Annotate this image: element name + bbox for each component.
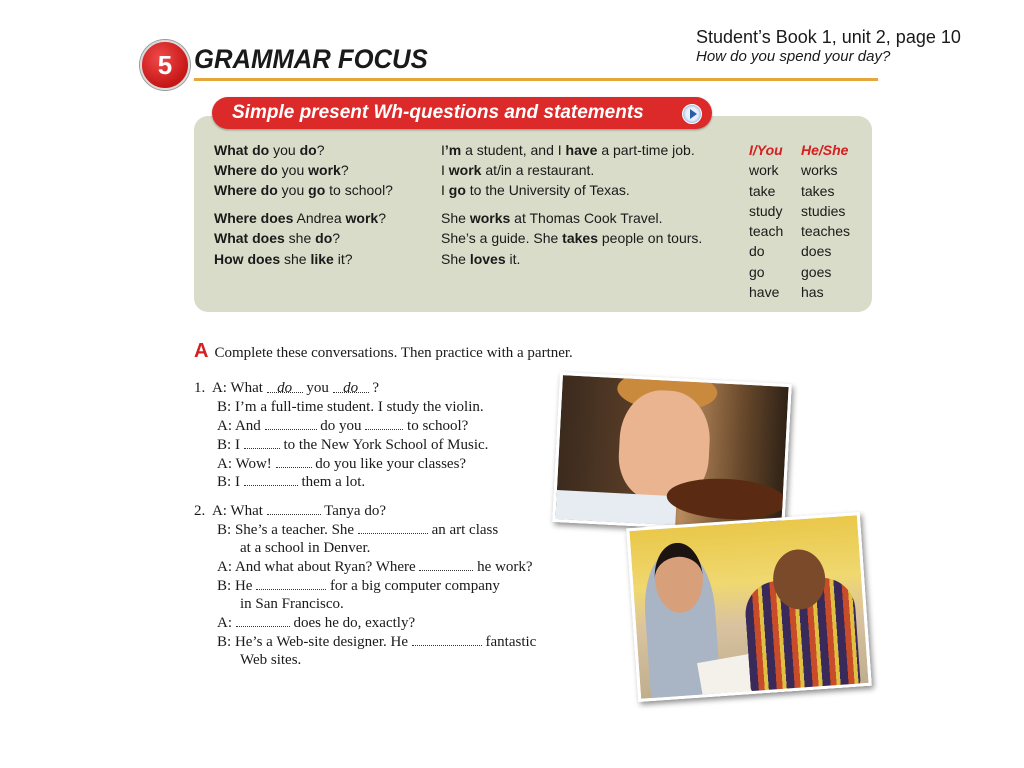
exercise-instruction <box>194 340 573 363</box>
conv1-line2 <box>217 398 484 417</box>
text-segment: work <box>448 162 482 178</box>
text-segment: at/in a restaurant. <box>481 162 595 178</box>
text-segment: She <box>441 251 470 267</box>
text-segment: go <box>308 182 326 198</box>
exercise-letter: A <box>194 340 209 362</box>
verb-column-header: He/She <box>801 142 849 158</box>
conv2-line4 <box>217 557 533 577</box>
text-segment: go <box>448 182 466 198</box>
line-text: And <box>234 418 261 434</box>
text-segment: do <box>252 142 270 158</box>
verb-form: takes <box>801 182 835 199</box>
line-text: them a lot. <box>301 474 366 490</box>
speaker-label: B: <box>217 474 232 490</box>
text-segment: ? <box>332 230 341 246</box>
line-text: fantastic <box>485 634 537 650</box>
line-text: an art class <box>431 522 499 538</box>
text-segment: ? <box>316 142 325 158</box>
text-segment: people on tours. <box>597 230 703 246</box>
grammar-answer <box>441 140 695 160</box>
text-segment: she <box>280 251 311 267</box>
text-segment: works <box>469 210 511 226</box>
line-text: does he do, exactly? <box>293 615 416 631</box>
verb-form: study <box>749 202 783 219</box>
line-text: he work? <box>477 559 533 575</box>
blank-answer: do <box>343 380 359 396</box>
text-segment: you <box>277 182 309 198</box>
verb-form: works <box>801 162 838 179</box>
grammar-answer <box>441 249 520 269</box>
speaker-label: B: <box>217 578 232 594</box>
text-segment: Where do <box>214 182 278 198</box>
verb-form: goes <box>801 263 832 280</box>
line-text: do you like your classes? <box>315 456 467 472</box>
text-segment: a student, and I <box>461 142 566 158</box>
text-segment: like <box>310 251 334 267</box>
grammar-question <box>214 228 340 248</box>
conv2-line9 <box>240 651 301 670</box>
text-segment: it? <box>333 251 353 267</box>
verb-column-header: I/You <box>749 142 783 158</box>
speaker-label: B: <box>217 634 232 650</box>
speaker-label: A: <box>217 418 232 434</box>
blank-field[interactable] <box>244 435 280 449</box>
conv2-number: 2. <box>194 503 206 519</box>
line-text: What <box>230 380 263 396</box>
text-segment: I <box>441 182 449 198</box>
grammar-question <box>214 180 393 200</box>
source-topic: How do you spend your day? <box>696 48 891 65</box>
text-segment: do <box>315 230 333 246</box>
verb-form: has <box>801 284 824 301</box>
verb-form: studies <box>801 202 846 219</box>
play-audio-icon[interactable] <box>682 104 702 124</box>
grammar-question <box>214 140 324 160</box>
blank-field[interactable] <box>265 416 317 430</box>
line-text: Wow! <box>235 456 272 472</box>
verb-form: do <box>749 243 765 260</box>
line-text: I’m a full-time student. I study the violin. <box>234 399 484 415</box>
conv1-line4 <box>217 435 488 455</box>
speaker-label: B: <box>217 437 232 453</box>
line-text: do you <box>320 418 362 434</box>
text-segment: you <box>269 142 300 158</box>
source-reference <box>696 26 961 66</box>
section-number-badge: 5 <box>140 40 190 90</box>
grammar-subtitle-banner <box>212 97 712 129</box>
text-segment: Where do <box>214 162 278 178</box>
line-text: you <box>306 380 329 396</box>
blank-field[interactable] <box>365 416 403 430</box>
blank-field[interactable] <box>358 520 428 534</box>
text-segment: Where does <box>214 210 294 226</box>
text-segment: work <box>308 162 341 178</box>
text-segment: How does <box>214 251 281 267</box>
blank-field[interactable] <box>333 379 369 396</box>
source-book: Student’s Book 1, unit 2, page 10 <box>696 27 961 47</box>
line-text: He <box>234 578 253 594</box>
text-segment: I <box>441 142 445 158</box>
verb-form: take <box>749 182 776 199</box>
line-text: What <box>230 503 263 519</box>
blank-field[interactable] <box>412 632 482 646</box>
speaker-label: A: <box>217 559 232 575</box>
blank-answer: do <box>277 380 293 396</box>
text-segment: What does <box>214 230 285 246</box>
text-segment: ’m <box>444 142 462 158</box>
text-segment: ? <box>340 162 349 178</box>
speaker-label: A: <box>217 615 232 631</box>
blank-field[interactable] <box>419 557 473 571</box>
blank-field[interactable] <box>236 613 290 627</box>
text-segment: at Thomas Cook Travel. <box>510 210 663 226</box>
text-segment: loves <box>469 251 506 267</box>
text-segment: takes <box>562 230 598 246</box>
text-segment: you <box>277 162 309 178</box>
verb-form: does <box>801 243 832 260</box>
text-segment: I <box>441 162 449 178</box>
photo-boy-violin <box>552 372 792 534</box>
speaker-label: B: <box>217 522 232 538</box>
grammar-answer <box>441 160 594 180</box>
exercise-instruction-text: Complete these conversations. Then practice with a partner. <box>214 345 573 361</box>
text-segment: What <box>214 142 253 158</box>
verb-form: have <box>749 284 780 301</box>
text-segment: it. <box>505 251 521 267</box>
conv2-line3 <box>240 539 370 558</box>
text-segment: ? <box>378 210 386 226</box>
conv2-line7 <box>217 613 415 633</box>
photo-teacher-student <box>626 512 872 702</box>
conv1-line3 <box>217 416 468 436</box>
line-text: for a big computer company <box>329 578 500 594</box>
line-text: at a school in Denver. <box>240 540 371 556</box>
speaker-label: A: <box>211 380 227 396</box>
conv2-line1 <box>194 501 386 521</box>
grammar-question <box>214 160 349 180</box>
grammar-question <box>214 249 353 269</box>
text-segment: She <box>441 210 470 226</box>
verb-form: teach <box>749 223 784 240</box>
conv1-line5 <box>217 454 466 474</box>
text-segment: to the University of Texas. <box>465 182 630 198</box>
speaker-label: B: <box>217 399 232 415</box>
line-text: ? <box>372 380 380 396</box>
blank-field[interactable] <box>267 501 321 515</box>
title-rule <box>194 78 878 81</box>
line-text: I <box>234 474 240 490</box>
line-text: He’s a Web-site designer. He <box>234 634 408 650</box>
text-segment: Andrea <box>293 210 346 226</box>
blank-field[interactable] <box>276 454 312 468</box>
section-title: GRAMMAR FOCUS <box>194 44 428 74</box>
line-text: in San Francisco. <box>240 596 344 612</box>
grammar-answer <box>441 228 702 248</box>
blank-field[interactable] <box>256 576 326 590</box>
text-segment: to school? <box>325 182 393 198</box>
blank-field[interactable] <box>244 472 298 486</box>
text-segment: have <box>565 142 598 158</box>
line-text: Web sites. <box>240 652 302 668</box>
line-text: She’s a teacher. She <box>234 522 355 538</box>
line-text: to the New York School of Music. <box>283 437 489 453</box>
text-segment: work <box>345 210 379 226</box>
blank-field[interactable] <box>267 379 303 396</box>
conv1-line6 <box>217 472 365 492</box>
verb-form: teaches <box>801 223 851 240</box>
verb-form: go <box>749 263 765 280</box>
conv1-line1 <box>194 379 379 398</box>
text-segment: she <box>284 230 316 246</box>
text-segment: a part-time job. <box>597 142 695 158</box>
conv2-line6 <box>240 595 344 614</box>
conv2-line8 <box>217 632 536 652</box>
grammar-answer <box>441 208 663 228</box>
grammar-question <box>214 208 386 228</box>
speaker-label: A: <box>211 503 227 519</box>
conv2-line2 <box>217 520 498 540</box>
verb-form: work <box>749 162 779 179</box>
conv1-number: 1. <box>194 380 206 396</box>
grammar-subtitle: Simple present Wh-questions and statements <box>232 102 644 123</box>
text-segment: do <box>299 142 317 158</box>
line-text: to school? <box>407 418 469 434</box>
line-text: Tanya do? <box>324 503 386 519</box>
conv2-line5 <box>217 576 500 596</box>
line-text: And what about Ryan? Where <box>234 559 416 575</box>
line-text: I <box>234 437 240 453</box>
grammar-answer <box>441 180 630 200</box>
speaker-label: A: <box>217 456 232 472</box>
text-segment: She’s a guide. She <box>441 230 563 246</box>
